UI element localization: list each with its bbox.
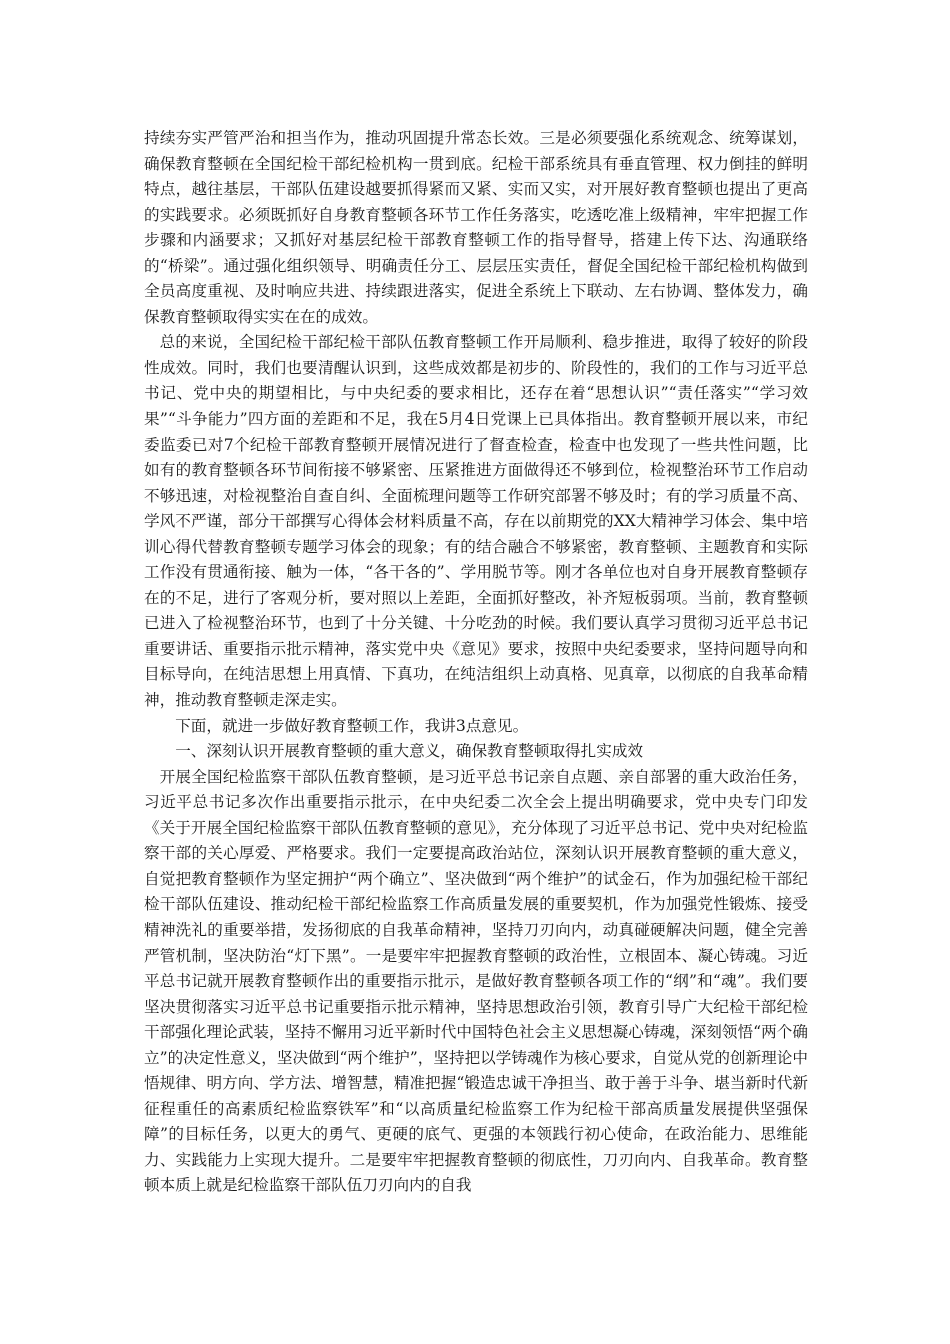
- paragraph-1: 持续夯实严管严治和担当作为，推动巩固提升常态长效。三是必须要强化系统观念、统筹谋划，确保教育整顿在全国纪检干部纪检机构一贯到底。纪检干部系统具有垂直管理、权力倒挂的鲜明特点，越往基层，干部队伍建设越要抓得紧而又紧、实而又实，对开展好教育整顿也提出了更高的实践要求。必须既抓好自身教育整顿各环节工作任务落实，吃透吃准上级精神，牢牢把握工作步骤和内涵要求；又抓好对基层纪检干部教育整顿工作的指导督导，搭建上传下达、沟通联络的“桥梁”。通过强化组织领导、明确责任分工、层层压实责任，督促全国纪检干部纪检机构做到全员高度重视、及时响应共进、持续跟进落实，促进全系统上下联动、左右协调、整体发力，确保教育整顿取得实实在在的成效。: [144, 129, 808, 326]
- paragraph-2: 总的来说，全国纪检干部纪检干部队伍教育整顿工作开局顺利、稳步推进，取得了较好的阶段性成效。同时，我们也要清醒认识到，这些成效都是初步的、阶段性的，我们的工作与习近平总书记、党中央的期望相比，与中央纪委的要求相比，还存在着“思想认识”“责任落实”“学习效果”“斗争能力”四方面的差距和不足，我在5月4日党课上已具体指出。教育整顿开展以来，市纪委监委已对7个纪检干部教育整顿开展情况进行了督查检查，检查中也发现了一些共性问题，比如有的教育整顿各环节间衔接不够紧密、压紧推进方面做得还不够到位，检视整治环节工作启动不够迅速，对检视整治自查自纠、全面梳理问题等工作研究部署不够及时；有的学习质量不高、学风不严谨，部分干部撰写心得体会材料质量不高，存在以前期党的XX大精神学习体会、集中培训心得代替教育整顿专题学习体会的现象；有的结合融合不够紧密，教育整顿、主题教育和实际工作没有贯通衔接、触为一体，“各干各的”、学用脱节等。刚才各单位也对自身开展教育整顿存在的不足，进行了客观分析，要对照以上差距，全面抓好整改，补齐短板弱项。当前，教育整顿已进入了检视整治环节，也到了十分关键、十分吃劲的时候。我们要认真学习贯彻习近平总书记重要讲话、重要指示批示精神，落实党中央《意见》要求，按照中央纪委要求，坚持问题导向和目标导向，在纯洁思想上用真情、下真功，在纯洁组织上动真格、见真章，以彻底的自我革命精神，推动教育整顿走深走实。: [144, 333, 808, 710]
- section-heading-1: 一、深刻认识开展教育整顿的重大意义，确保教育整顿取得扎实成效: [175, 742, 644, 761]
- paragraph-3: 下面，就进一步做好教育整顿工作，我讲3点意见。: [175, 716, 529, 735]
- document-body: [144, 126, 808, 1199]
- paragraph-4: 开展全国纪检监察干部队伍教育整顿，是习近平总书记亲自点题、亲自部署的重大政治任务，习近平总书记多次作出重要指示批示，在中央纪委二次全会上提出明确要求，党中央专门印发《关于开展全国纪检监察干部队伍教育整顿的意见》，充分体现了习近平总书记、党中央对纪检监察干部的关心厚爱、严格要求。我们一定要提高政治站位，深刻认识开展教育整顿的重大意义，自觉把教育整顿作为坚定拥护“两个确立”、坚决做到“两个维护”的试金石，作为加强纪检干部纪检干部队伍建设、推动纪检干部纪检监察工作高质量发展的重要契机，作为加强党性锻炼、接受精神洗礼的重要举措，发扬彻底的自我革命精神，坚持刀刃向内，动真碰硬解决问题，健全完善严管机制，坚决防治“灯下黑”。一是要牢牢把握教育整顿的政治性，立根固本、凝心铸魂。习近平总书记就开展教育整顿作出的重要指示批示，是做好教育整顿各项工作的“纲”和“魂”。我们要坚决贯彻落实习近平总书记重要指示批示精神，坚持思想政治引领，教育引导广大纪检干部纪检干部强化理论武装，坚持不懈用习近平新时代中国特色社会主义思想凝心铸魂，深刻领悟“两个确立”的决定性意义，坚决做到“两个维护”，坚持把以学铸魂作为核心要求，自觉从党的创新理论中悟规律、明方向、学方法、增智慧，精准把握“锻造忠诚干净担当、敢于善于斗争、堪当新时代新征程重任的高素质纪检监察铁军”和“以高质量纪检监察工作为纪检干部高质量发展提供坚强保障”的目标任务，以更大的勇气、更硬的底气、更强的本领践行初心使命，在政治能力、思维能力、实践能力上实现大提升。二是要牢牢把握教育整顿的彻底性，刀刃向内、自我革命。教育整顿本质上就是纪检监察干部队伍刀刃向内的自我: [144, 767, 808, 1195]
